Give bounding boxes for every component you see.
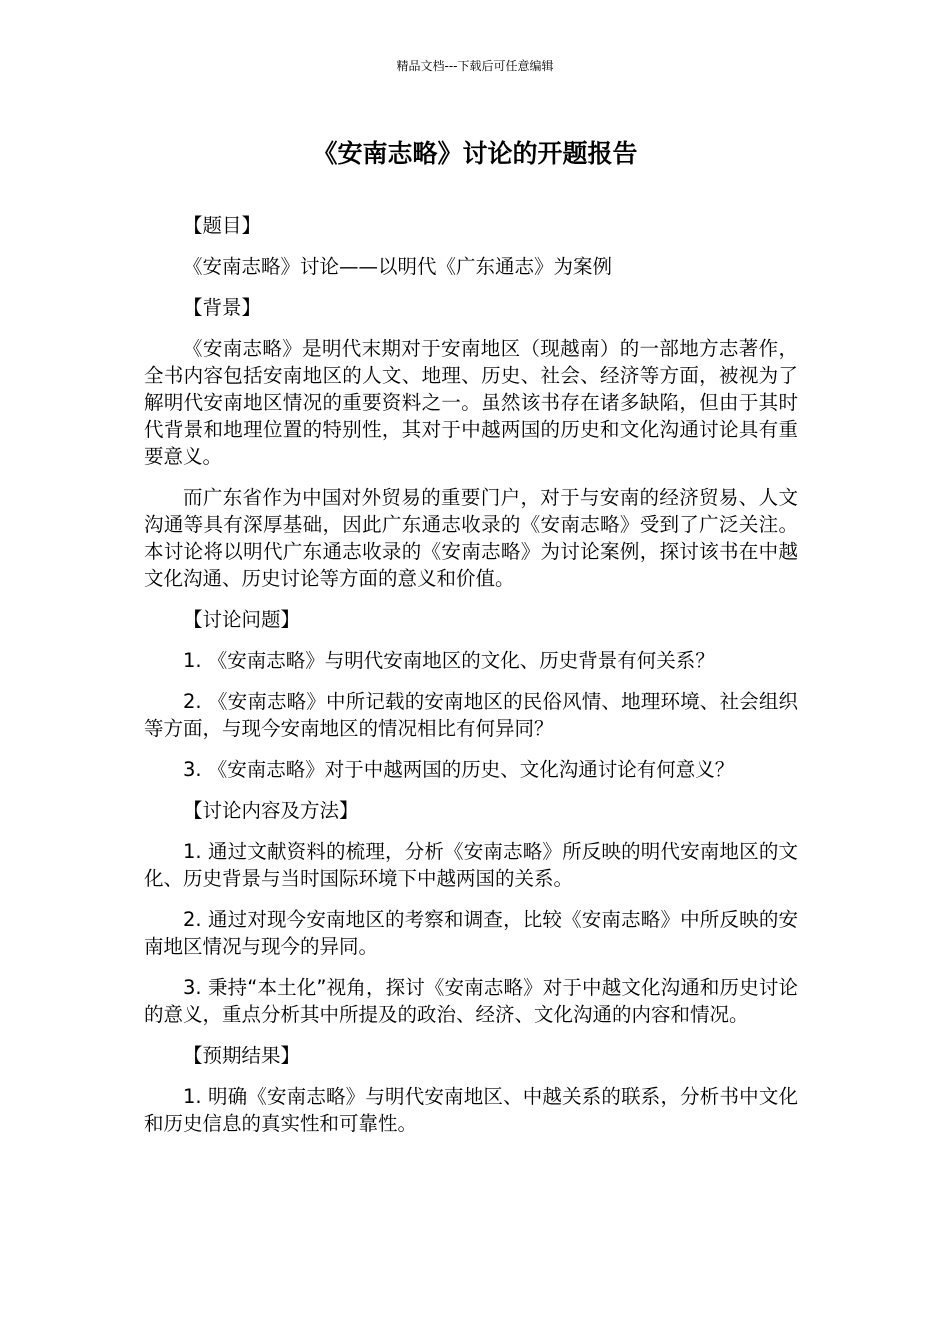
topic-heading: 【题目】	[183, 214, 262, 237]
method-item: 2. 通过对现今安南地区的考察和调查，比较《安南志略》中所反映的安南地区情况与现今的异同。	[144, 908, 798, 958]
methods-heading: 【讨论内容及方法】	[183, 799, 359, 822]
background-heading: 【背景】	[183, 296, 262, 319]
method-item: 1. 通过文献资料的梳理，分析《安南志略》所反映的明代安南地区的文化、历史背景与当时国际环境下中越两国的关系。	[144, 840, 798, 890]
results-heading: 【预期结果】	[183, 1044, 301, 1067]
result-item: 1. 明确《安南志略》与明代安南地区、中越关系的联系，分析书中文化和历史信息的真实性和可靠性。	[144, 1085, 798, 1135]
method-item: 3. 秉持“本土化”视角，探讨《安南志略》对于中越文化沟通和历史讨论的意义，重点分析其中所提及的政治、经济、文化沟通的内容和情况。	[144, 976, 798, 1026]
question-item: 3. 《安南志略》对于中越两国的历史、文化沟通讨论有何意义？	[183, 758, 735, 781]
background-paragraph: 《安南志略》是明代末期对于安南地区（现越南）的一部地方志著作，全书内容包括安南地区的人文、地理、历史、社会、经济等方面，被视为了解明代安南地区情况的重要资料之一。虽然该书存在诸多缺陷，但由于其时代背景和地理位置的特别性，其对于中越两国的历史和文化沟通讨论具有重要意义。	[144, 337, 798, 468]
question-item: 1. 《安南志略》与明代安南地区的文化、历史背景有何关系？	[183, 649, 715, 672]
document-title: 《安南志略》讨论的开题报告	[312, 139, 638, 168]
question-item: 2. 《安南志略》中所记载的安南地区的民俗风情、地理环境、社会组织等方面，与现今安南地区的情况相比有何异同？	[144, 690, 798, 740]
header-note: 精品文档---下载后可任意编辑	[396, 59, 554, 73]
document-body	[144, 212, 798, 1151]
topic-text: 《安南志略》讨论——以明代《广东通志》为案例	[183, 255, 613, 278]
questions-heading: 【讨论问题】	[183, 608, 301, 631]
background-paragraph: 而广东省作为中国对外贸易的重要门户，对于与安南的经济贸易、人文沟通等具有深厚基础，因此广东通志收录的《安南志略》受到了广泛关注。本讨论将以明代广东通志收录的《安南志略》为讨论案例，探讨该书在中越文化沟通、历史讨论等方面的意义和价值。	[144, 486, 798, 590]
